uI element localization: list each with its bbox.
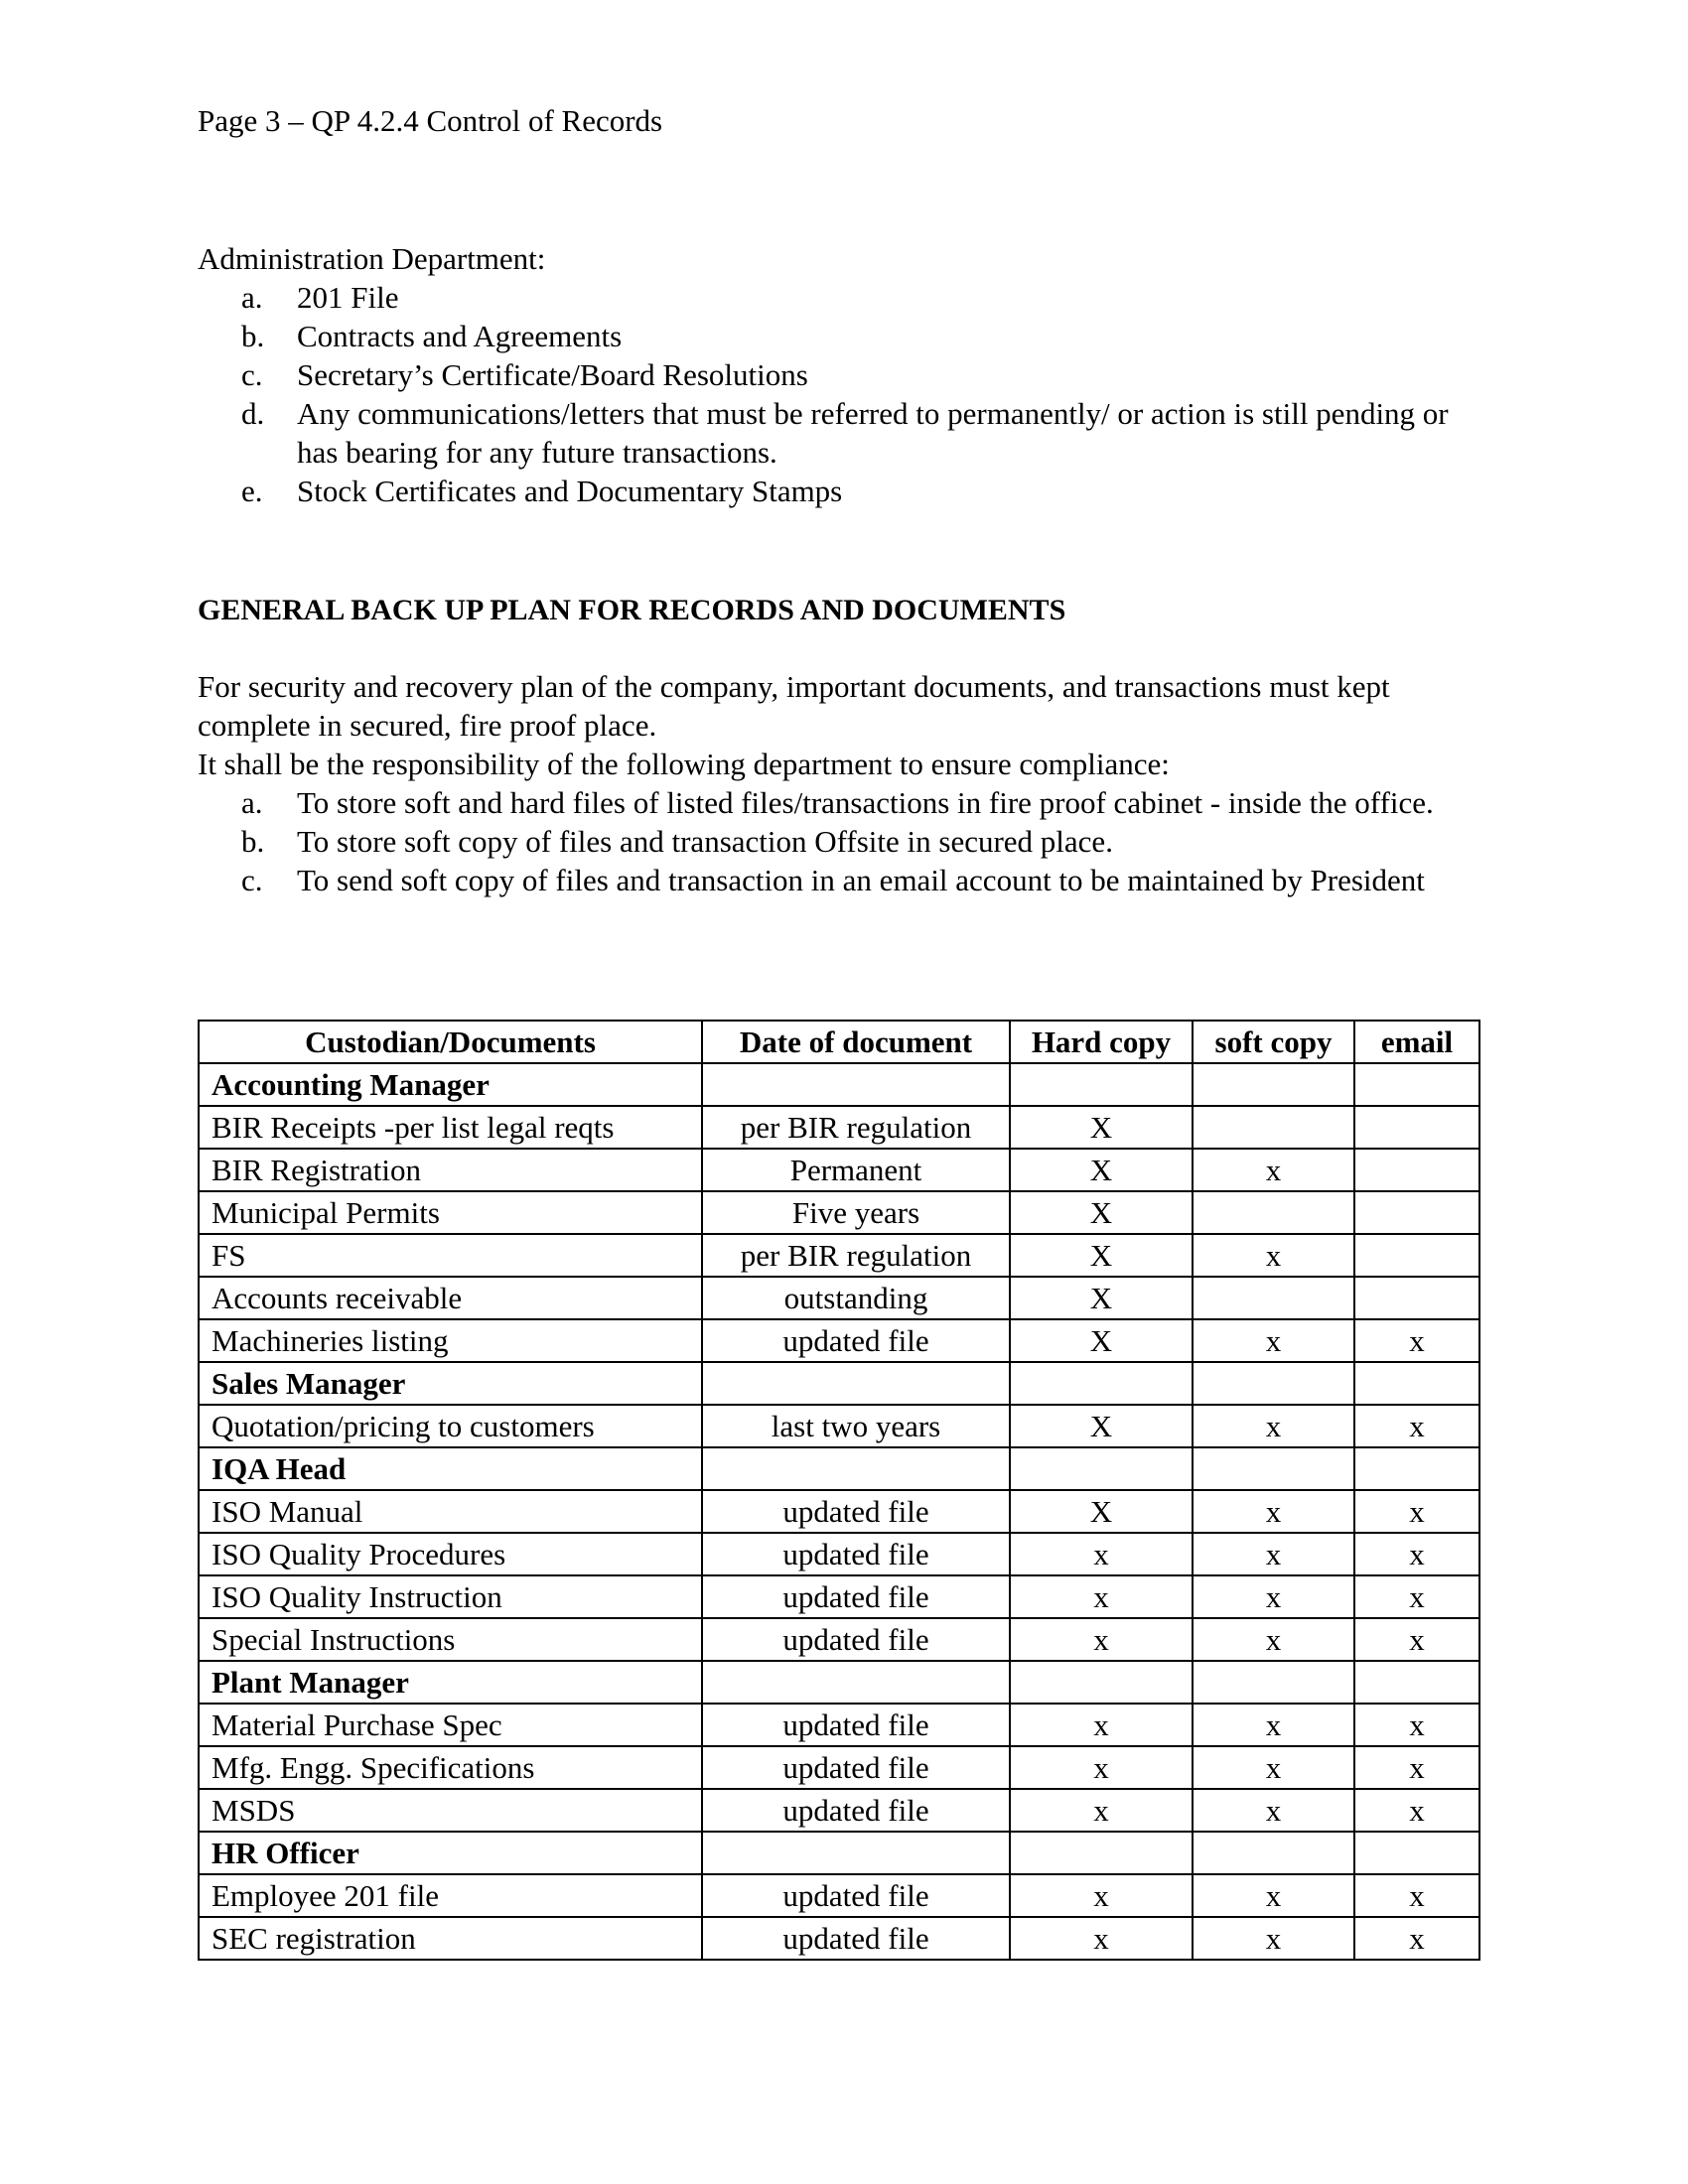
document-cell: MSDS xyxy=(199,1789,702,1832)
administration-list xyxy=(198,278,1488,510)
soft-copy-cell: x xyxy=(1193,1234,1354,1277)
email-cell: x xyxy=(1354,1874,1479,1917)
email-cell: x xyxy=(1354,1490,1479,1533)
soft-copy-cell: x xyxy=(1193,1618,1354,1661)
admin-list-item-marker: b. xyxy=(241,319,265,353)
admin-list-item xyxy=(198,317,1488,355)
backup-list-item xyxy=(198,783,1488,822)
email-cell: x xyxy=(1354,1704,1479,1746)
soft-copy-cell: x xyxy=(1193,1874,1354,1917)
admin-list-item xyxy=(198,278,1488,317)
date-cell: Five years xyxy=(702,1191,1010,1234)
table-row xyxy=(199,1789,1479,1832)
email-cell: x xyxy=(1354,1789,1479,1832)
hard-copy-cell: X xyxy=(1010,1106,1193,1149)
column-header-custodian: Custodian/Documents xyxy=(199,1021,702,1063)
hard-copy-cell: X xyxy=(1010,1149,1193,1191)
email-cell xyxy=(1354,1063,1479,1106)
backup-responsibility: It shall be the responsibility of the following department to ensure compliance: xyxy=(198,747,1170,781)
table-row xyxy=(199,1917,1479,1960)
email-cell xyxy=(1354,1661,1479,1704)
custodian-group-row xyxy=(199,1362,1479,1405)
hard-copy-cell: X xyxy=(1010,1490,1193,1533)
document-cell: Accounts receivable xyxy=(199,1277,702,1319)
column-header-date: Date of document xyxy=(702,1021,1010,1063)
table-row xyxy=(199,1149,1479,1191)
date-cell: updated file xyxy=(702,1575,1010,1618)
email-cell: x xyxy=(1354,1575,1479,1618)
hard-copy-cell xyxy=(1010,1661,1193,1704)
custodian-name-cell: HR Officer xyxy=(199,1832,702,1874)
date-cell: updated file xyxy=(702,1533,1010,1575)
backup-list-item-text: To store soft and hard files of listed files/transactions in fire proof cabinet - inside the office. xyxy=(297,785,1434,820)
backup-heading: GENERAL BACK UP PLAN FOR RECORDS AND DOCUMENTS xyxy=(198,594,1066,626)
email-cell: x xyxy=(1354,1319,1479,1362)
email-cell: x xyxy=(1354,1917,1479,1960)
table-row xyxy=(199,1874,1479,1917)
backup-list-item-text: To send soft copy of files and transaction in an email account to be maintained by President xyxy=(297,863,1425,897)
admin-list-item-text: Stock Certificates and Documentary Stamps xyxy=(297,474,843,508)
soft-copy-cell: x xyxy=(1193,1789,1354,1832)
soft-copy-cell xyxy=(1193,1063,1354,1106)
table-row xyxy=(199,1277,1479,1319)
backup-list-item-marker: a. xyxy=(241,785,263,820)
hard-copy-cell: X xyxy=(1010,1405,1193,1447)
admin-list-item-marker: c. xyxy=(241,357,263,392)
hard-copy-cell: x xyxy=(1010,1917,1193,1960)
backup-list xyxy=(198,783,1488,899)
email-cell: x xyxy=(1354,1405,1479,1447)
date-cell: updated file xyxy=(702,1490,1010,1533)
hard-copy-cell: X xyxy=(1010,1191,1193,1234)
date-cell: updated file xyxy=(702,1618,1010,1661)
soft-copy-cell xyxy=(1193,1447,1354,1490)
table-row xyxy=(199,1704,1479,1746)
table-row xyxy=(199,1746,1479,1789)
records-table xyxy=(198,1020,1480,1961)
date-cell xyxy=(702,1832,1010,1874)
column-header-hard-copy: Hard copy xyxy=(1010,1021,1193,1063)
backup-section xyxy=(198,667,1488,899)
backup-list-item xyxy=(198,822,1488,861)
date-cell xyxy=(702,1362,1010,1405)
admin-list-item-marker: e. xyxy=(241,474,263,508)
soft-copy-cell xyxy=(1193,1106,1354,1149)
date-cell: updated file xyxy=(702,1746,1010,1789)
hard-copy-cell xyxy=(1010,1832,1193,1874)
backup-list-item-text: To store soft copy of files and transaction Offsite in secured place. xyxy=(297,824,1113,859)
custodian-name-cell: Accounting Manager xyxy=(199,1063,702,1106)
custodian-name-cell: Sales Manager xyxy=(199,1362,702,1405)
admin-list-item xyxy=(198,355,1488,394)
table-row xyxy=(199,1319,1479,1362)
table-row xyxy=(199,1191,1479,1234)
email-cell xyxy=(1354,1106,1479,1149)
date-cell xyxy=(702,1661,1010,1704)
soft-copy-cell: x xyxy=(1193,1917,1354,1960)
date-cell: updated file xyxy=(702,1874,1010,1917)
hard-copy-cell: x xyxy=(1010,1533,1193,1575)
hard-copy-cell: x xyxy=(1010,1746,1193,1789)
hard-copy-cell xyxy=(1010,1362,1193,1405)
backup-list-item xyxy=(198,861,1488,899)
column-header-soft-copy: soft copy xyxy=(1193,1021,1354,1063)
document-cell: BIR Registration xyxy=(199,1149,702,1191)
document-cell: FS xyxy=(199,1234,702,1277)
document-cell: Material Purchase Spec xyxy=(199,1704,702,1746)
table-row xyxy=(199,1575,1479,1618)
document-cell: ISO Quality Instruction xyxy=(199,1575,702,1618)
soft-copy-cell: x xyxy=(1193,1533,1354,1575)
date-cell xyxy=(702,1447,1010,1490)
soft-copy-cell xyxy=(1193,1362,1354,1405)
table-row xyxy=(199,1490,1479,1533)
email-cell: x xyxy=(1354,1618,1479,1661)
table-row xyxy=(199,1405,1479,1447)
administration-title: Administration Department: xyxy=(198,241,546,276)
table-row xyxy=(199,1533,1479,1575)
soft-copy-cell: x xyxy=(1193,1490,1354,1533)
email-cell xyxy=(1354,1447,1479,1490)
table-row xyxy=(199,1234,1479,1277)
column-header-email: email xyxy=(1354,1021,1479,1063)
soft-copy-cell xyxy=(1193,1277,1354,1319)
soft-copy-cell xyxy=(1193,1191,1354,1234)
soft-copy-cell: x xyxy=(1193,1149,1354,1191)
document-cell: Mfg. Engg. Specifications xyxy=(199,1746,702,1789)
admin-list-item-text: Contracts and Agreements xyxy=(297,319,623,353)
document-cell: Machineries listing xyxy=(199,1319,702,1362)
page-header: Page 3 – QP 4.2.4 Control of Records xyxy=(198,103,663,138)
table-row xyxy=(199,1106,1479,1149)
backup-intro: For security and recovery plan of the company, important documents, and transactions must kept complete in secured, fire proof place. xyxy=(198,669,1390,743)
table-header-row xyxy=(199,1021,1479,1063)
hard-copy-cell: X xyxy=(1010,1234,1193,1277)
document-cell: BIR Receipts -per list legal reqts xyxy=(199,1106,702,1149)
custodian-group-row xyxy=(199,1063,1479,1106)
hard-copy-cell: x xyxy=(1010,1704,1193,1746)
document-cell: Employee 201 file xyxy=(199,1874,702,1917)
admin-list-item xyxy=(198,472,1488,510)
date-cell: per BIR regulation xyxy=(702,1234,1010,1277)
soft-copy-cell: x xyxy=(1193,1575,1354,1618)
email-cell xyxy=(1354,1149,1479,1191)
hard-copy-cell: x xyxy=(1010,1789,1193,1832)
hard-copy-cell: x xyxy=(1010,1874,1193,1917)
hard-copy-cell xyxy=(1010,1063,1193,1106)
custodian-name-cell: IQA Head xyxy=(199,1447,702,1490)
date-cell: last two years xyxy=(702,1405,1010,1447)
email-cell xyxy=(1354,1277,1479,1319)
hard-copy-cell xyxy=(1010,1447,1193,1490)
soft-copy-cell xyxy=(1193,1661,1354,1704)
soft-copy-cell: x xyxy=(1193,1746,1354,1789)
custodian-group-row xyxy=(199,1447,1479,1490)
hard-copy-cell: x xyxy=(1010,1618,1193,1661)
soft-copy-cell: x xyxy=(1193,1405,1354,1447)
soft-copy-cell xyxy=(1193,1832,1354,1874)
admin-list-item-marker: a. xyxy=(241,280,263,315)
admin-list-item-marker: d. xyxy=(241,396,265,431)
backup-list-item-marker: c. xyxy=(241,863,263,897)
admin-list-item-text: 201 File xyxy=(297,280,399,315)
admin-list-item-text: Secretary’s Certificate/Board Resolutions xyxy=(297,357,808,392)
email-cell: x xyxy=(1354,1746,1479,1789)
table-body xyxy=(199,1063,1479,1960)
date-cell: updated file xyxy=(702,1319,1010,1362)
admin-list-item xyxy=(198,394,1488,472)
date-cell: Permanent xyxy=(702,1149,1010,1191)
date-cell: updated file xyxy=(702,1917,1010,1960)
soft-copy-cell: x xyxy=(1193,1319,1354,1362)
custodian-group-row xyxy=(199,1661,1479,1704)
table-row xyxy=(199,1618,1479,1661)
document-cell: SEC registration xyxy=(199,1917,702,1960)
document-cell: ISO Manual xyxy=(199,1490,702,1533)
administration-section xyxy=(198,239,1488,510)
soft-copy-cell: x xyxy=(1193,1704,1354,1746)
custodian-name-cell: Plant Manager xyxy=(199,1661,702,1704)
date-cell: outstanding xyxy=(702,1277,1010,1319)
email-cell xyxy=(1354,1362,1479,1405)
email-cell xyxy=(1354,1191,1479,1234)
admin-list-item-text: Any communications/letters that must be referred to permanently/ or action is still pending or has bearing for any future transactions. xyxy=(297,396,1449,470)
document-cell: Special Instructions xyxy=(199,1618,702,1661)
hard-copy-cell: X xyxy=(1010,1277,1193,1319)
date-cell xyxy=(702,1063,1010,1106)
email-cell xyxy=(1354,1234,1479,1277)
hard-copy-cell: x xyxy=(1010,1575,1193,1618)
backup-list-item-marker: b. xyxy=(241,824,265,859)
custodian-group-row xyxy=(199,1832,1479,1874)
hard-copy-cell: X xyxy=(1010,1319,1193,1362)
date-cell: updated file xyxy=(702,1789,1010,1832)
email-cell: x xyxy=(1354,1533,1479,1575)
date-cell: per BIR regulation xyxy=(702,1106,1010,1149)
email-cell xyxy=(1354,1832,1479,1874)
document-cell: Municipal Permits xyxy=(199,1191,702,1234)
document-cell: Quotation/pricing to customers xyxy=(199,1405,702,1447)
document-cell: ISO Quality Procedures xyxy=(199,1533,702,1575)
date-cell: updated file xyxy=(702,1704,1010,1746)
